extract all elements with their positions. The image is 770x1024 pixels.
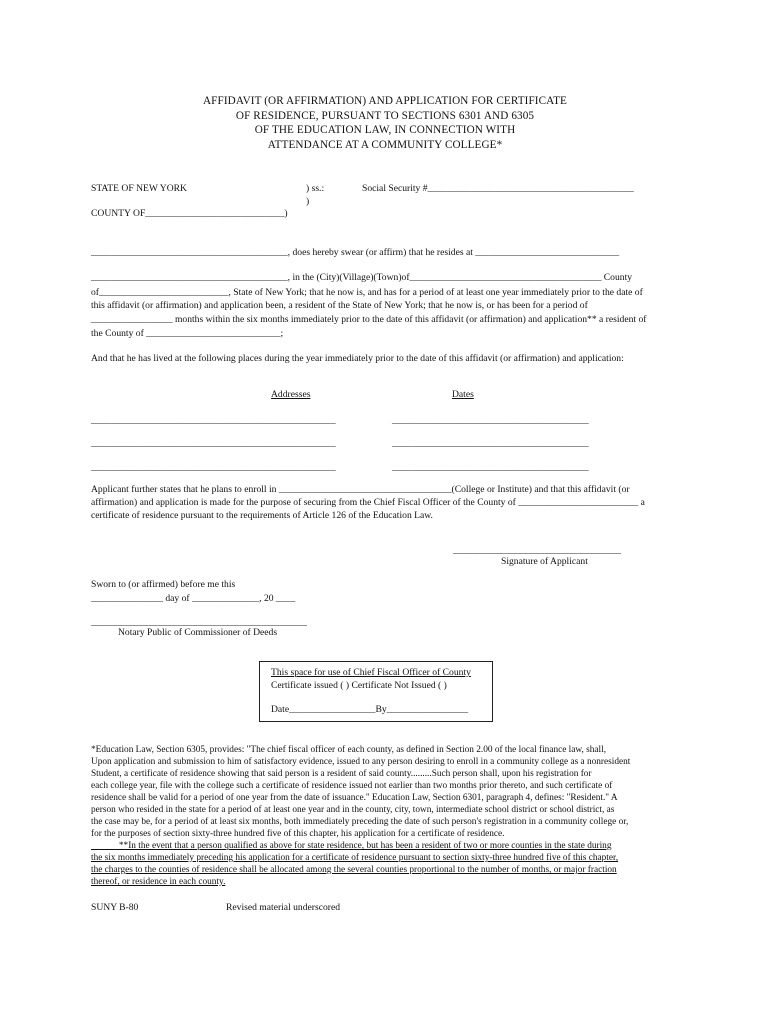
footnote-text: for the purposes of section sixty-three hundred five of this chapter, his application for a certificate of residence.: [91, 829, 505, 839]
signature-label: Signature of Applicant: [501, 556, 588, 567]
form-id: SUNY B-80: [91, 902, 139, 913]
title-line: OF THE EDUCATION LAW, IN CONNECTION WITH: [254, 124, 516, 137]
office-use-box: [259, 661, 493, 722]
address-field[interactable]: ___________________________________________________: [91, 462, 336, 473]
sworn-text: Sworn to (or affirmed) before me this: [91, 579, 236, 590]
form-title: [0, 94, 770, 152]
county-line[interactable]: of___________________________, State of New York; that he now is, and has for a period of at least one year immediately prior to the date of: [91, 287, 643, 298]
sworn-date-line[interactable]: _______________ day of ______________, 20 ____: [91, 593, 296, 604]
footnote-underlined: the six months immediately preceding his application for a certificate of residence pursuant to section sixty-three hundred five of this chapter,: [91, 853, 619, 863]
footnote-text: Student, a certificate of residence showing that said person is a resident of said county.........Such person shall, upon his registration for: [91, 769, 592, 779]
notary-signature-field[interactable]: _____________________________________________: [91, 617, 307, 628]
office-use-heading: This space for use of Chief Fiscal Officer of County: [271, 667, 471, 678]
title-line: AFFIDAVIT (OR AFFIRMATION) AND APPLICATION FOR CERTIFICATE: [203, 95, 567, 107]
footnote-text: Upon application and submission to him of satisfactory evidence, issued to any person desiring to enroll in a community college as a nonresident: [91, 757, 631, 767]
date-by-line[interactable]: Date__________________By_________________: [271, 704, 469, 715]
dates-header: Dates: [452, 389, 474, 400]
address-field[interactable]: ___________________________________________________: [91, 438, 336, 449]
places-intro: And that he has lived at the following places during the year immediately prior to the date of this affidavit (or affirmation) and application:: [91, 353, 624, 364]
certificate-status[interactable]: Certificate issued ( ) Certificate Not Issued ( ): [271, 680, 447, 691]
date-field[interactable]: _________________________________________: [392, 438, 589, 449]
revised-note: Revised material underscored: [226, 902, 341, 913]
residence-line[interactable]: _________________________________________, in the (City)(Village)(Town)of________________________________________ County: [91, 272, 633, 283]
date-field[interactable]: _________________________________________: [392, 415, 589, 426]
addresses-header: Addresses: [271, 389, 311, 400]
footnote-text: person who resided in the state for a period of at least one year and in the county, city, town, intermediate school district or school district, as: [91, 805, 615, 815]
signature-field[interactable]: ___________________________________: [453, 545, 621, 556]
venue-county[interactable]: COUNTY OF_____________________________): [91, 208, 288, 219]
enroll-line[interactable]: Applicant further states that he plans to enroll in ____________________________________(College or Institute) and that this affidavit (or: [91, 484, 630, 495]
affiant-line[interactable]: _________________________________________, does hereby swear (or affirm) that he resides at ______________________________: [91, 247, 620, 258]
months-line[interactable]: _________________ months within the six months immediately prior to the date of this affidavit (or affirmation) and application** a resident of: [91, 314, 647, 325]
notary-label: Notary Public of Commissioner of Deeds: [118, 627, 278, 638]
date-field[interactable]: _________________________________________: [392, 462, 589, 473]
footnote-underlined: the charges to the counties of residence shall be allocated among the several counties proportional to the number of months, or major fraction: [91, 865, 617, 875]
body-text: certificate of residence pursuant to the requirements of Article 126 of the Education Law.: [91, 510, 433, 521]
footnote-text: each college year, file with the college such a certificate of residence issued not earlier than two months prior thereto, and such certificate of: [91, 781, 613, 791]
footnote-underlined: **In the event that a person qualified as above for state residence, but has been a resident of two or more counties in the state during: [91, 841, 612, 851]
footnote-text: the case may be, for a period of at least six months, both immediately preceding the date of such person's registration in a community college or,: [91, 817, 629, 827]
social-security-field[interactable]: Social Security #___________________________________________: [362, 183, 634, 194]
body-text: this affidavit (or affirmation) and application been, a resident of the State of New York; that he now is, or has been for a period of: [91, 300, 588, 311]
fiscal-officer-line[interactable]: affirmation) and application is made for the purpose of securing from the Chief Fiscal Officer of the County of _________________________ a: [91, 497, 645, 508]
title-line: ATTENDANCE AT A COMMUNITY COLLEGE*: [267, 138, 503, 151]
footnote-text: *Education Law, Section 6305, provides: "The chief fiscal officer of each county, as defined in Section 2.00 of the local finance law, shall,: [91, 745, 607, 755]
footnote-text: residence shall be valid for a period of one year from the date of issuance." Education Law, Section 6301, paragraph 4, defines: "Resident." A: [91, 793, 618, 803]
venue-state: STATE OF NEW YORK: [91, 183, 187, 194]
venue-ss: ) ss.:: [306, 183, 325, 194]
address-field[interactable]: ___________________________________________________: [91, 415, 336, 426]
footnote-underlined: thereof, or residence in each county.: [91, 877, 226, 887]
county-of-line[interactable]: the County of ____________________________;: [91, 328, 284, 339]
venue-paren: ): [306, 196, 310, 207]
title-line: OF RESIDENCE, PURSUANT TO SECTIONS 6301 AND 6305: [235, 109, 535, 122]
